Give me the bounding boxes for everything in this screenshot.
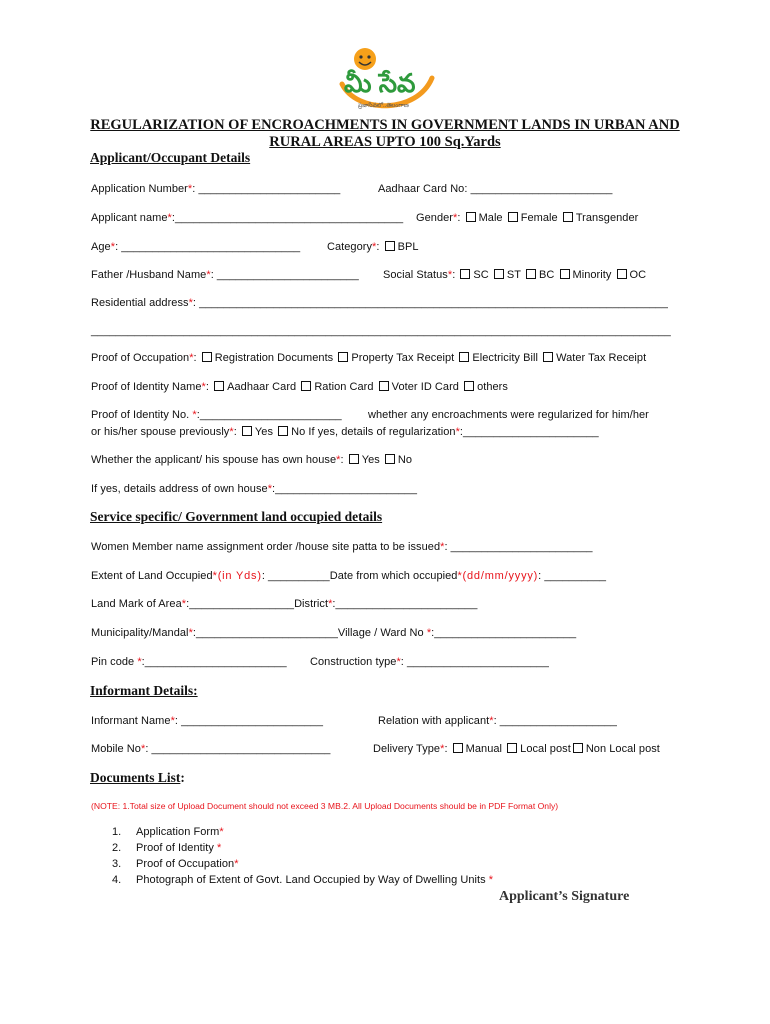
aadhaar-number-field[interactable]: Aadhaar Card No: _______________________	[378, 183, 613, 195]
checkbox[interactable]	[278, 426, 288, 436]
proof-of-occupation-field	[91, 352, 646, 364]
checkbox[interactable]	[338, 352, 348, 362]
option-others: others	[477, 381, 508, 393]
checkbox[interactable]	[460, 269, 470, 279]
blank[interactable]: : _______________________	[174, 715, 323, 727]
required-mark: *	[167, 212, 172, 224]
option-water-tax-receipt: Water Tax Receipt	[556, 352, 647, 364]
colon: :	[340, 454, 344, 466]
checkbox[interactable]	[617, 269, 627, 279]
relation-with-applicant-field[interactable]	[378, 715, 617, 727]
label: Category	[327, 241, 373, 253]
option-ration-card: Ration Card	[314, 381, 374, 393]
required-mark: *	[181, 598, 187, 610]
option-oc: OC	[629, 269, 647, 281]
colon: :	[193, 352, 197, 364]
checkbox[interactable]	[464, 381, 474, 391]
required-mark: *	[336, 454, 341, 466]
option-electricity-bill: Electricity Bill	[472, 352, 538, 364]
document-item-3	[112, 858, 239, 870]
checkbox[interactable]	[543, 352, 553, 362]
checkbox[interactable]	[301, 381, 311, 391]
label: Application Number	[91, 183, 188, 195]
district-blank[interactable]: :_______________________	[332, 598, 478, 610]
label: Applicant name	[91, 212, 168, 224]
option-no: No If yes, details of regularization	[291, 426, 456, 438]
option-registration-documents: Registration Documents	[214, 352, 334, 364]
blank[interactable]: : ____________________________________________________________________________	[192, 297, 668, 309]
checkbox[interactable]	[494, 269, 504, 279]
option-property-tax-receipt: Property Tax Receipt	[351, 352, 455, 364]
district-label: District	[294, 598, 329, 610]
residential-address-field[interactable]	[91, 297, 668, 309]
list-number: 2.	[112, 842, 122, 854]
section-applicant-heading: Applicant/Occupant Details	[90, 150, 251, 165]
colon: :	[205, 381, 209, 393]
list-text: Photograph of Extent of Govt. Land Occupied by Way of Dwelling Units	[136, 874, 489, 886]
logo-text: మీ సేవ	[344, 68, 416, 98]
blank[interactable]: :_________________	[186, 598, 295, 610]
checkbox[interactable]	[508, 212, 518, 222]
checkbox[interactable]	[385, 241, 395, 251]
colon: :	[444, 743, 448, 755]
option-yes: Yes	[254, 426, 274, 438]
checkbox[interactable]	[563, 212, 573, 222]
option-manual: Manual	[465, 743, 503, 755]
required-mark: *	[140, 743, 146, 755]
blank[interactable]: : _______________________	[444, 541, 593, 553]
list-text: Proof of Occupation	[136, 858, 235, 870]
landmark-district-field[interactable]	[91, 598, 477, 610]
option-voter-id-card: Voter ID Card	[391, 381, 459, 393]
required-mark: *	[234, 858, 239, 870]
previous-regularization-question: whether any encroachments were regularized for him/her	[368, 409, 649, 421]
required-mark: *	[396, 656, 401, 668]
extent-of-land-field[interactable]	[91, 570, 606, 582]
option-st: ST	[506, 269, 521, 281]
label: Relation with applicant	[378, 715, 490, 727]
blank[interactable]: :______________________	[459, 426, 599, 438]
applicant-name-field[interactable]	[91, 212, 403, 224]
required-format: *(dd/mm/yyyy)	[457, 570, 539, 582]
checkbox[interactable]	[379, 381, 389, 391]
category-field	[327, 241, 419, 253]
checkbox[interactable]	[466, 212, 476, 222]
label: Pin code	[91, 656, 138, 668]
required-mark: *	[488, 874, 494, 886]
required-mark: *	[189, 352, 194, 364]
checkbox[interactable]	[214, 381, 224, 391]
blank[interactable]: : __________	[261, 570, 330, 582]
date-blank[interactable]: : __________	[538, 570, 607, 582]
list-text: Application Form	[136, 826, 220, 838]
required-mark: *	[192, 409, 197, 421]
gender-field	[416, 212, 638, 224]
option-non-local-post: Non Local post	[585, 743, 660, 755]
option-female: Female	[520, 212, 558, 224]
required-unit: *(in Yds)	[212, 570, 262, 582]
checkbox[interactable]	[242, 426, 252, 436]
father-husband-name-field[interactable]	[91, 269, 359, 281]
label: or his/her spouse previously	[91, 426, 230, 438]
residential-address-line2[interactable]: ______________________________________________________________________________________________	[91, 325, 671, 337]
document-item-2	[112, 842, 221, 854]
applicant-signature-label: Applicant’s Signature	[499, 889, 630, 904]
colon: :	[376, 241, 380, 253]
application-number-field[interactable]	[91, 183, 340, 195]
required-mark: *	[453, 212, 458, 224]
required-mark: *	[170, 715, 175, 727]
required-mark: *	[447, 269, 453, 281]
blank[interactable]: :_____________________________________	[171, 212, 404, 224]
label: Father /Husband Name	[91, 269, 207, 281]
document-item-4	[112, 874, 493, 886]
previous-regularization-field	[91, 426, 599, 438]
required-mark: *	[440, 743, 445, 755]
checkbox[interactable]	[507, 743, 517, 753]
blank[interactable]: :_______________________	[196, 409, 342, 421]
section-documents-heading: Documents List:	[90, 770, 185, 785]
blank[interactable]: :_______________________	[141, 656, 287, 668]
required-mark: *	[188, 297, 193, 309]
blank[interactable]: :_______________________	[272, 483, 417, 495]
checkbox[interactable]	[453, 743, 463, 753]
required-mark: *	[455, 426, 460, 438]
checkbox[interactable]	[349, 454, 359, 464]
label: Social Status	[383, 269, 448, 281]
label: Whether the applicant/ his spouse has own house	[91, 454, 337, 466]
colon: :	[233, 426, 237, 438]
label: Extent of Land Occupied	[91, 570, 213, 582]
page-title-line1: REGULARIZATION OF ENCROACHMENTS IN GOVERNMENT LANDS IN URBAN AND	[90, 117, 680, 133]
option-no: No	[397, 454, 413, 466]
upload-note: (NOTE: 1.Total size of Upload Document should not exceed 3 MB.2. All Upload Documents should be in PDF Format Only)	[91, 801, 559, 811]
checkbox[interactable]	[526, 269, 536, 279]
label: Construction type	[310, 656, 397, 668]
required-mark: *	[328, 598, 333, 610]
label: Women Member name assignment order /house site patta to be issued	[91, 541, 441, 553]
label: Land Mark of Area	[91, 598, 182, 610]
own-house-address-field[interactable]	[91, 483, 417, 495]
proof-of-identity-number-field[interactable]	[91, 409, 342, 421]
label: If yes, details address of own house	[91, 483, 268, 495]
proof-of-identity-name-field	[91, 381, 508, 393]
logo-tagline: ప్రజాసేవలో..తెలంగాణ	[358, 103, 409, 109]
checkbox[interactable]	[573, 743, 583, 753]
colon: :	[457, 212, 461, 224]
list-number: 3.	[112, 858, 122, 870]
checkbox[interactable]	[459, 352, 469, 362]
mobile-number-field[interactable]	[91, 743, 330, 755]
required-mark: *	[187, 183, 193, 195]
checkbox[interactable]	[560, 269, 570, 279]
required-mark: *	[110, 241, 116, 253]
blank[interactable]: : _____________________________	[115, 241, 301, 253]
required-mark: *	[201, 381, 206, 393]
list-number: 1.	[112, 826, 122, 838]
option-bc: BC	[539, 269, 555, 281]
label: Proof of Occupation	[91, 352, 190, 364]
required-mark: *	[217, 842, 222, 854]
required-mark: *	[219, 826, 224, 838]
label: Proof of Identity Name	[91, 381, 202, 393]
list-text: Proof of Identity	[136, 842, 217, 854]
label: Gender	[416, 212, 453, 224]
colon: :	[452, 269, 456, 281]
option-aadhaar-card: Aadhaar Card	[227, 381, 297, 393]
label: Residential address	[91, 297, 189, 309]
informant-name-field[interactable]	[91, 715, 323, 727]
option-yes: Yes	[361, 454, 380, 466]
checkbox[interactable]	[385, 454, 395, 464]
option-minority: Minority	[572, 269, 612, 281]
village-label: Village / Ward No	[337, 627, 427, 639]
option-bpl: BPL	[397, 241, 419, 253]
required-mark: *	[426, 627, 432, 639]
required-mark: *	[137, 656, 142, 668]
required-mark: *	[188, 627, 193, 639]
checkbox[interactable]	[202, 352, 212, 362]
required-mark: *	[206, 269, 211, 281]
option-local-post: Local post	[520, 743, 571, 755]
option-sc: SC	[473, 269, 489, 281]
required-mark: *	[267, 483, 273, 495]
construction-type-field[interactable]	[310, 656, 549, 668]
blank[interactable]: :_______________________	[192, 627, 338, 639]
delivery-type-field	[373, 743, 660, 755]
own-house-field	[91, 454, 412, 466]
women-member-name-field[interactable]	[91, 541, 593, 553]
village-blank[interactable]: :_______________________	[431, 627, 577, 639]
section-service-heading: Service specific/ Government land occupied details	[90, 509, 383, 524]
label: Age	[91, 241, 111, 253]
blank[interactable]: : _______________________	[192, 183, 341, 195]
label: Mobile No	[91, 743, 141, 755]
page-title-line2: RURAL AREAS UPTO 100 Sq.Yards	[269, 134, 501, 150]
document-item-1	[112, 826, 224, 838]
required-mark: *	[440, 541, 445, 553]
age-field[interactable]	[91, 241, 300, 253]
label: Delivery Type	[373, 743, 441, 755]
option-male: Male	[478, 212, 503, 224]
blank[interactable]: : _______________________	[400, 656, 549, 668]
option-transgender: Transgender	[575, 212, 639, 224]
section-informant-heading: Informant Details:	[90, 683, 198, 698]
label: Municipality/Mandal	[91, 627, 189, 639]
list-number: 4.	[112, 874, 122, 886]
required-mark: *	[372, 241, 377, 253]
label: Proof of Identity No.	[91, 409, 190, 421]
required-mark: *	[489, 715, 494, 727]
required-mark: *	[229, 426, 234, 438]
label: Informant Name	[91, 715, 171, 727]
municipality-village-field[interactable]	[91, 627, 576, 639]
blank[interactable]: : ___________________	[493, 715, 617, 727]
pincode-field[interactable]	[91, 656, 287, 668]
date-occupied-label: Date from which occupied	[329, 570, 458, 582]
blank[interactable]: : _______________________	[210, 269, 359, 281]
blank[interactable]: : _____________________________	[145, 743, 331, 755]
social-status-field	[383, 269, 646, 281]
meeseva-logo	[332, 44, 440, 120]
